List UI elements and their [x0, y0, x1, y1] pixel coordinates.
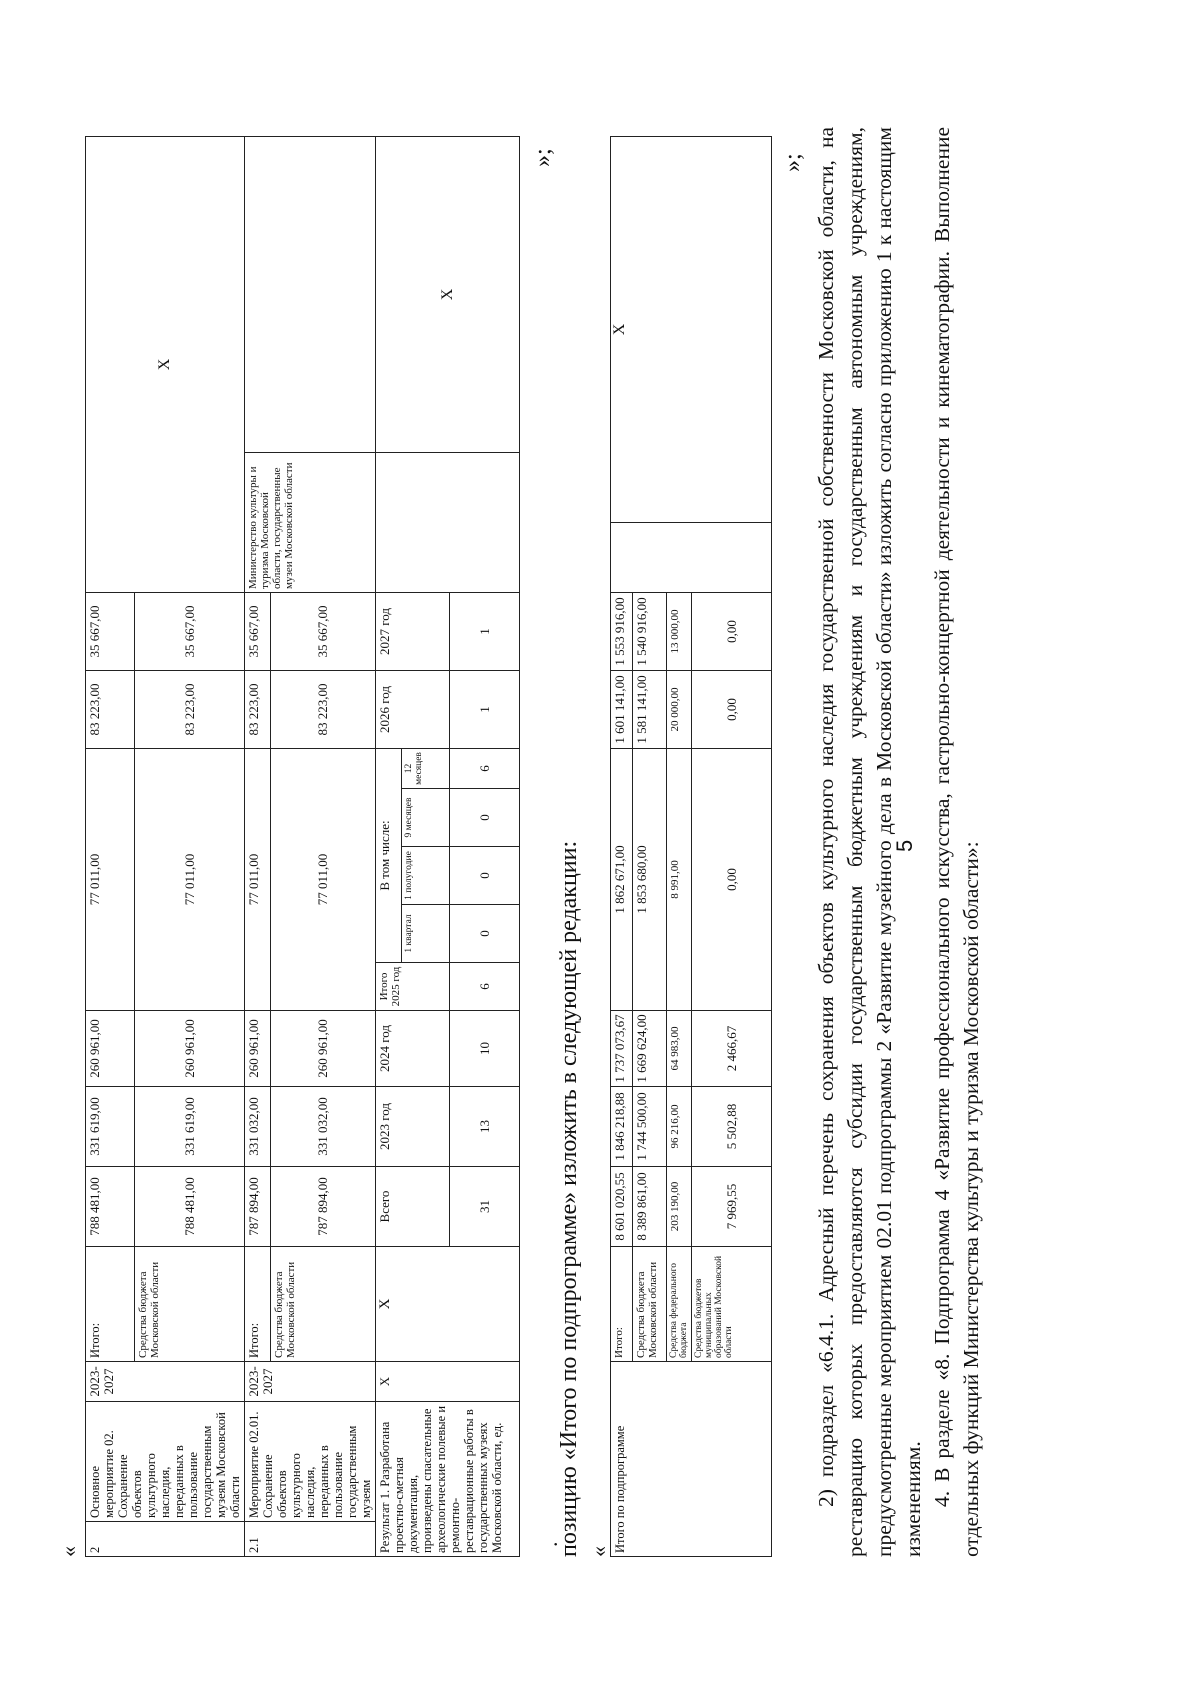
- years: 2023-2027: [245, 1362, 376, 1402]
- result-value: 1: [450, 592, 520, 670]
- value: 1 737 073,67: [611, 1011, 633, 1087]
- header-2026: 2026 год: [376, 670, 450, 748]
- value: 13 000,00: [667, 593, 692, 671]
- value: 35 667,00: [135, 592, 245, 670]
- quote-open-2: «: [586, 1546, 611, 1557]
- value: 1 744 500,00: [633, 1087, 667, 1167]
- value: 8 991,00: [667, 749, 692, 1011]
- quote-close-1: »;: [530, 148, 556, 167]
- sub-header-h1: 1 полугодие: [402, 847, 450, 905]
- value: 260 961,00: [270, 1011, 375, 1087]
- value: 5 502,88: [692, 1087, 772, 1167]
- caption: позицию «Итого по подпрограмме» изложить в следующей редакции:: [556, 840, 582, 1557]
- header-total: Всего: [376, 1167, 450, 1247]
- value: 331 032,00: [270, 1087, 375, 1167]
- result-value: 0: [450, 789, 520, 847]
- value: 96 216,00: [667, 1087, 692, 1167]
- sub-header-12m: 12 месяцев: [402, 748, 450, 788]
- row-num: 2.1: [245, 1522, 376, 1557]
- value: 2 466,67: [692, 1011, 772, 1087]
- value: 83 223,00: [86, 670, 135, 748]
- value: 8 601 020,55: [611, 1167, 633, 1247]
- value: 1 669 624,00: [633, 1011, 667, 1087]
- stray-dot: .: [537, 1541, 562, 1547]
- value: 331 619,00: [86, 1087, 135, 1167]
- x-mark: X: [376, 136, 520, 452]
- measure-name: Мероприятие 02.01. Сохранение объектов культурного наследия, переданных в пользование государственным музеям: [245, 1402, 376, 1522]
- value: 7 969,55: [692, 1167, 772, 1247]
- source: Средства бюджета Московской области: [270, 1247, 375, 1362]
- source: Средства бюджета Московской области: [633, 1247, 667, 1362]
- result-name: Результат 1. Разработана проектно-сметная документация, произведены спасательные археологические полевые и ремонтно-реставрационные работы в государственных музеях Московской области, ед.: [376, 1402, 520, 1557]
- result-value: 31: [450, 1167, 520, 1247]
- value: 788 481,00: [86, 1167, 135, 1247]
- source: Средства федерального бюджета: [667, 1247, 692, 1362]
- header-including: В том числе:: [376, 748, 402, 962]
- result-value: 1: [450, 670, 520, 748]
- quote-open-1: «: [56, 1546, 81, 1557]
- value: 1 581 141,00: [633, 671, 667, 749]
- result-value: 6: [450, 963, 520, 1011]
- sub-header-q1: 1 квартал: [402, 905, 450, 963]
- value: 260 961,00: [245, 1011, 271, 1087]
- header-2027: 2027 год: [376, 592, 450, 670]
- sub-header-9m: 9 месяцев: [402, 789, 450, 847]
- value: 64 983,00: [667, 1011, 692, 1087]
- value: 77 011,00: [245, 748, 271, 1010]
- page-number: 5: [892, 839, 917, 852]
- value: 1 540 916,00: [633, 593, 667, 671]
- value: 83 223,00: [245, 670, 271, 748]
- value: 77 011,00: [135, 748, 245, 1010]
- executor: Министерство культуры и туризма Московской области, государственные музеи Московской области: [245, 452, 376, 592]
- subprogram-total-table: [610, 136, 772, 1557]
- value: 331 619,00: [135, 1087, 245, 1167]
- executor: X: [86, 136, 245, 592]
- source: Средства бюджетов муниципальных образований Московской области: [692, 1247, 772, 1362]
- value: 83 223,00: [135, 670, 245, 748]
- years: 2023-2027: [86, 1362, 245, 1402]
- value: 20 000,00: [667, 671, 692, 749]
- paragraph-subsection: 2) подраздел «6.4.1. Адресный перечень сохранения объектов культурного наследия государственной собственности Московской области, на реставрацию которых предоставляются субсидии государственным бюджетным учреждениям и государственным автономным учреждениям, предусмотренные мероприятием 02.01 подпрограммы 2 «Развитие музейного дела в Московской области» изложить согласно приложению 1 к настоящим изменениям.: [814, 127, 925, 1557]
- value: 260 961,00: [135, 1011, 245, 1087]
- result-value: 0: [450, 905, 520, 963]
- value: 331 032,00: [245, 1087, 271, 1167]
- source: Итого:: [611, 1247, 633, 1362]
- x-mark: X: [376, 1247, 520, 1362]
- value: 0,00: [692, 749, 772, 1011]
- value: 35 667,00: [270, 592, 375, 670]
- value: 35 667,00: [86, 592, 135, 670]
- value: 260 961,00: [86, 1011, 135, 1087]
- executor: X: [611, 137, 772, 523]
- value: 787 894,00: [245, 1167, 271, 1247]
- total-label: Итого:: [245, 1247, 271, 1362]
- empty-cell: [376, 452, 520, 592]
- value: 1 862 671,00: [611, 749, 633, 1011]
- value: 1 601 141,00: [611, 671, 633, 749]
- result-value: 13: [450, 1087, 520, 1167]
- value: 8 389 861,00: [633, 1167, 667, 1247]
- value: 1 553 916,00: [611, 593, 633, 671]
- value: 0,00: [692, 671, 772, 749]
- measure-name: Основное мероприятие 02. Сохранение объектов культурного наследия, переданных в пользование государственным музеям Московской области: [86, 1402, 245, 1522]
- quote-close-2: »;: [780, 153, 806, 172]
- value: 1 853 680,00: [633, 749, 667, 1011]
- header-2025: Итого 2025 год: [376, 963, 450, 1011]
- total-label: Итого:: [86, 1247, 135, 1362]
- value: 788 481,00: [135, 1167, 245, 1247]
- value: 77 011,00: [270, 748, 375, 1010]
- empty-cell: [245, 136, 376, 452]
- value: 35 667,00: [245, 592, 271, 670]
- result-value: 0: [450, 847, 520, 905]
- value: 1 846 218,88: [611, 1087, 633, 1167]
- empty-cell: [611, 523, 772, 593]
- value: 0,00: [692, 593, 772, 671]
- measures-table: [85, 136, 520, 1557]
- value: 77 011,00: [86, 748, 135, 1010]
- source: Средства бюджета Московской области: [135, 1247, 245, 1362]
- paragraph-section-8: 4. В разделе «8. Подпрограмма 4 «Развитие профессионального искусства, гастрольно-концертной деятельности и кинематографии. Выполнение отдельных функций Министерства культуры и туризма Московской области»:: [930, 127, 983, 1557]
- value: 787 894,00: [270, 1167, 375, 1247]
- result-value: 6: [450, 748, 520, 788]
- result-value: 10: [450, 1011, 520, 1087]
- value: 203 190,00: [667, 1167, 692, 1247]
- x-mark: X: [376, 1362, 520, 1402]
- header-2023: 2023 год: [376, 1087, 450, 1167]
- subprogram-label: Итого по подпрограмме: [611, 1362, 772, 1557]
- value: 83 223,00: [270, 670, 375, 748]
- row-num: 2: [86, 1522, 245, 1557]
- header-2024: 2024 год: [376, 1011, 450, 1087]
